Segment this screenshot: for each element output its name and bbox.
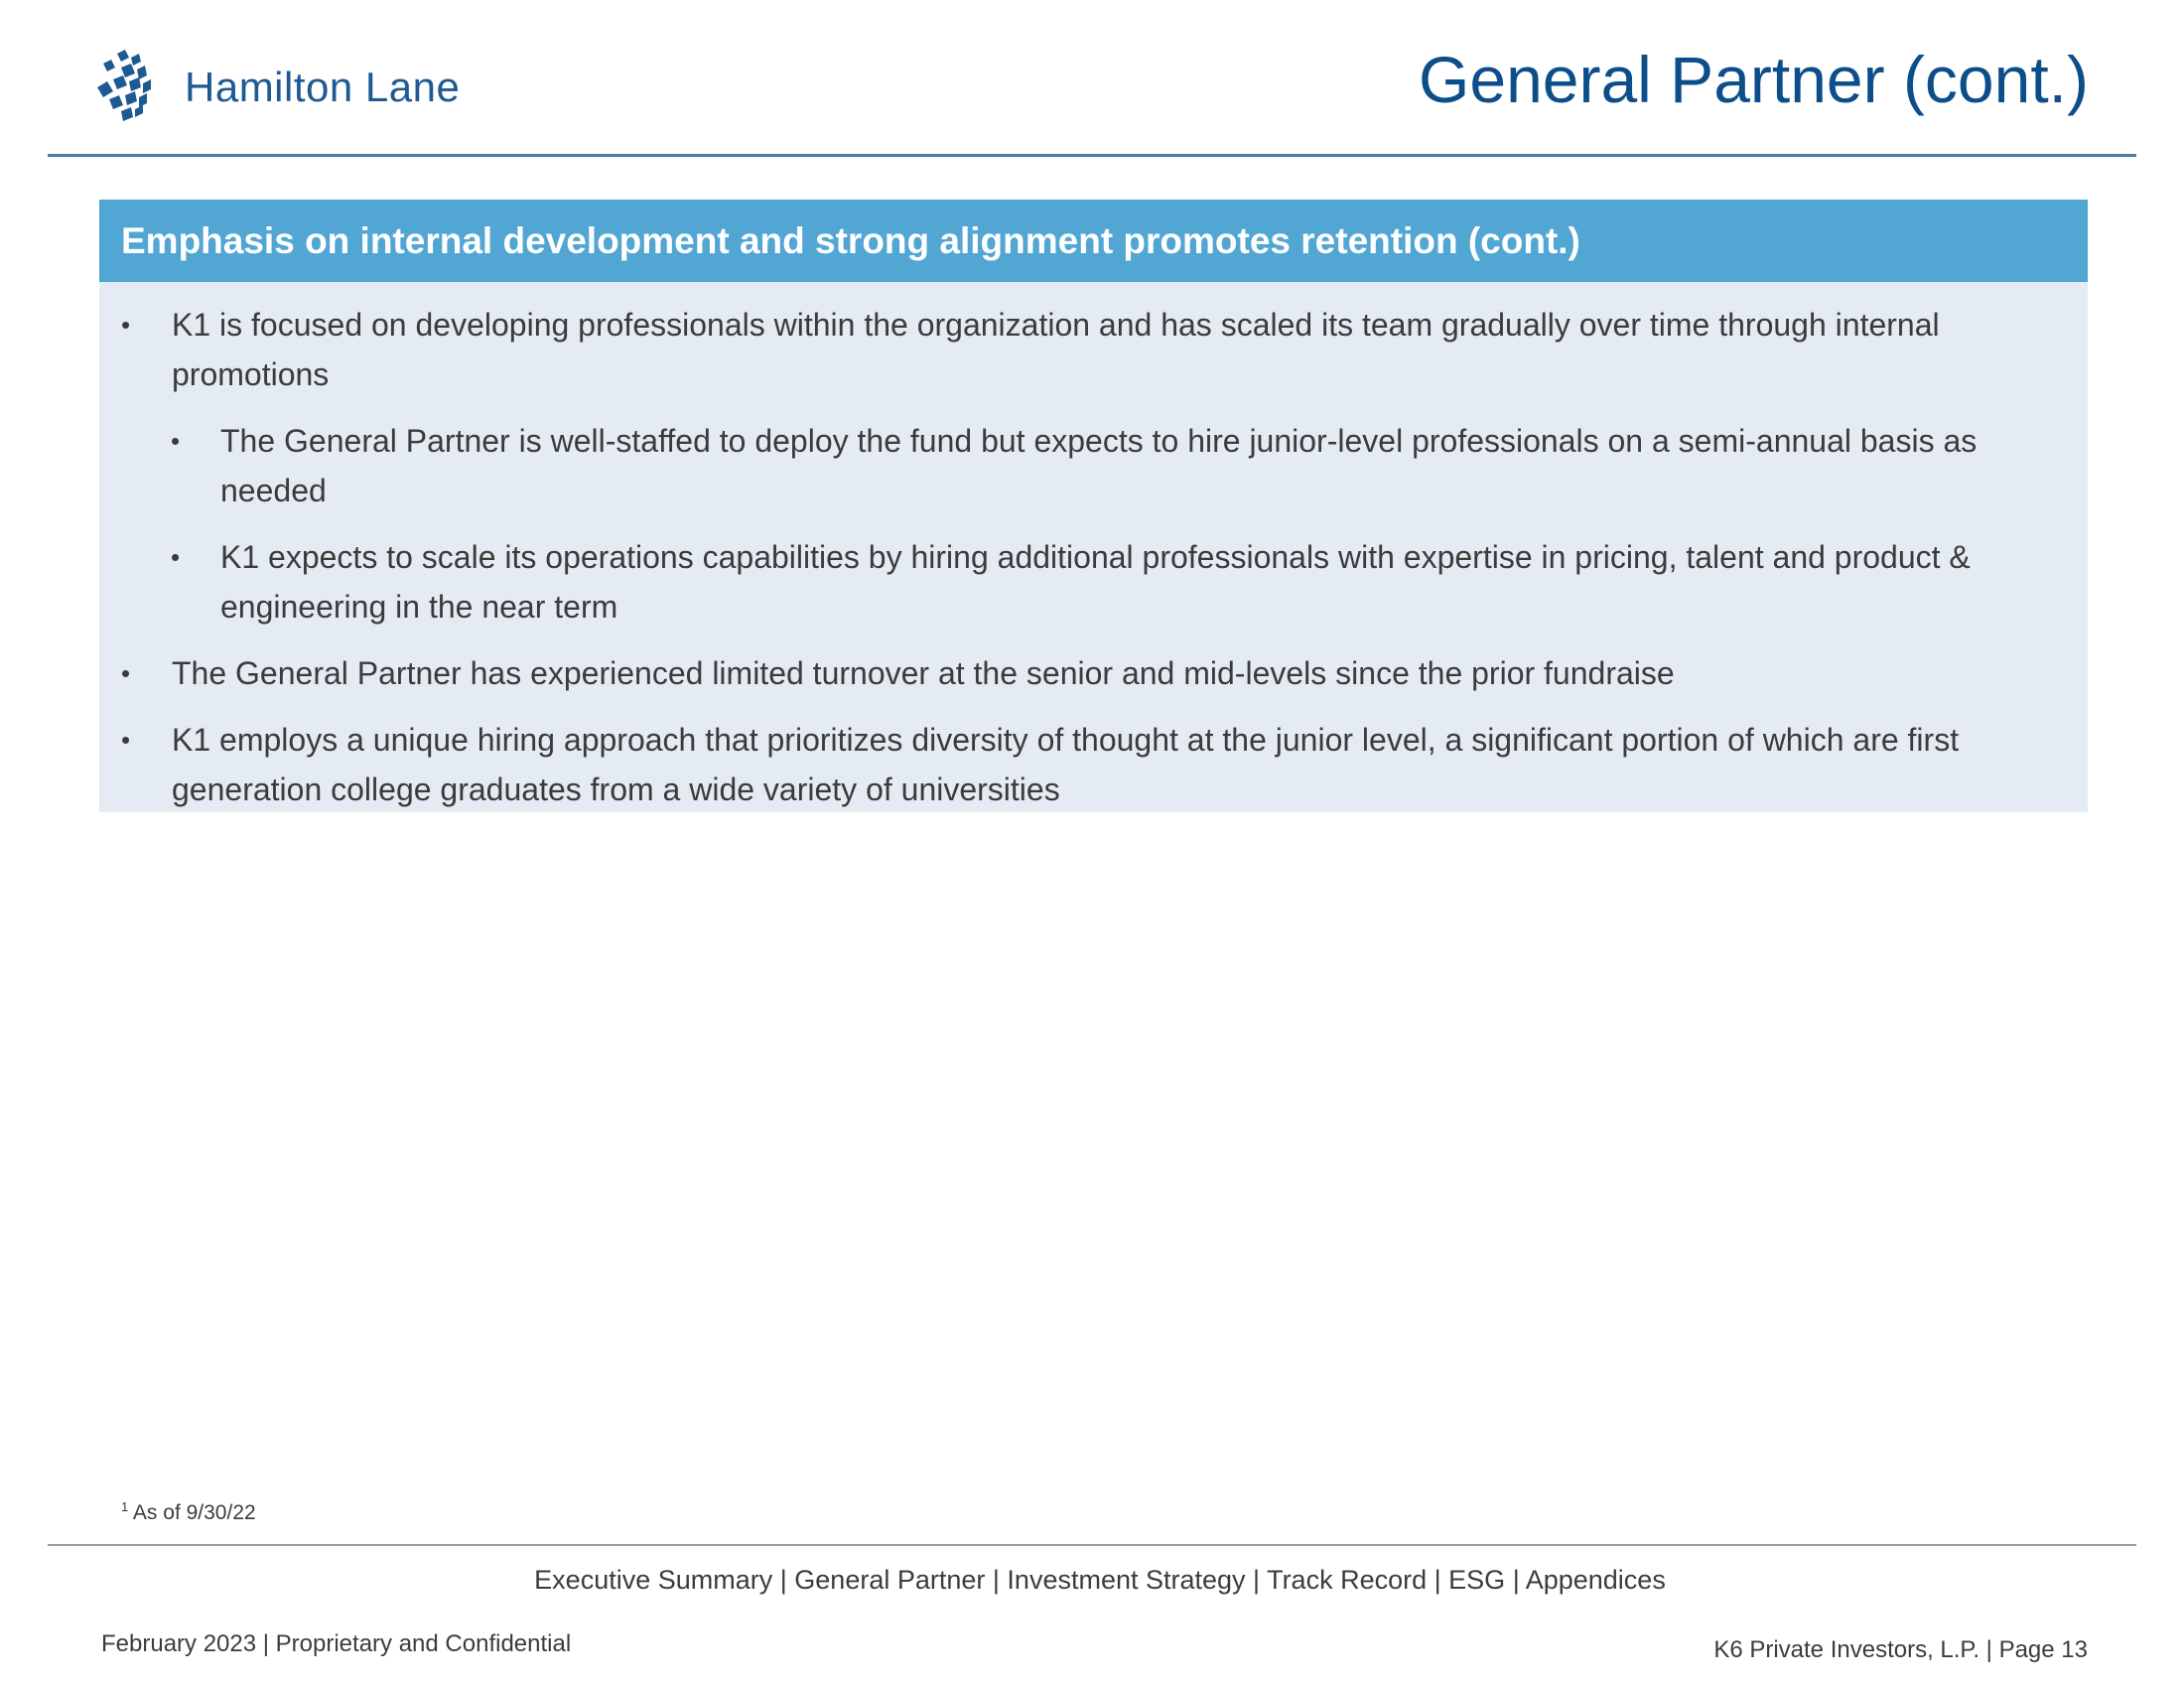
page-title: General Partner (cont.)	[1419, 43, 2089, 116]
nav-appendices[interactable]: Appendices	[1525, 1565, 1666, 1595]
nav-separator: |	[1505, 1565, 1526, 1595]
bullet-item	[99, 300, 2058, 399]
panel-heading: Emphasis on internal development and strong alignment promotes retention (cont.)	[99, 200, 2088, 282]
bullet-marker: •	[121, 310, 131, 340]
hamilton-lane-logo	[95, 48, 460, 127]
bullet-marker: •	[121, 658, 131, 688]
bullet-text: The General Partner is well-staffed to deploy the fund but expects to hire junior-level professionals on a semi-annual basis as needed	[220, 423, 1978, 508]
footer-divider	[48, 1544, 2136, 1546]
bullet-list	[99, 282, 2088, 814]
bullet-text: K1 expects to scale its operations capabilities by hiring additional professionals with expertise in pricing, talent and product & engineering in the near term	[220, 539, 1971, 625]
sub-bullet-item	[99, 532, 2058, 632]
header-divider	[48, 154, 2136, 157]
sub-bullet-item	[99, 416, 2058, 515]
nav-separator: |	[772, 1565, 795, 1595]
section-nav	[0, 1565, 2184, 1596]
bullet-item	[99, 648, 2058, 698]
footnote	[121, 1499, 256, 1525]
nav-esg[interactable]: ESG	[1448, 1565, 1506, 1595]
hamilton-lane-logo-icon	[95, 50, 171, 125]
bullet-text: The General Partner has experienced limited turnover at the senior and mid-levels since the prior fundraise	[172, 655, 1675, 691]
bullet-marker: •	[121, 725, 131, 755]
footnote-text: As of 9/30/22	[132, 1501, 256, 1524]
logo-wordmark: Hamilton Lane	[185, 64, 461, 110]
nav-separator: |	[1245, 1565, 1268, 1595]
footer-date-confidential: February 2023 | Proprietary and Confidential	[101, 1630, 572, 1657]
nav-separator: |	[1427, 1565, 1449, 1595]
nav-track-record[interactable]: Track Record	[1267, 1565, 1428, 1595]
nav-investment-strategy[interactable]: Investment Strategy	[1007, 1565, 1246, 1595]
footer-page-number: K6 Private Investors, L.P. | Page 13	[1713, 1636, 2088, 1663]
bullet-text: K1 is focused on developing professionals within the organization and has scaled its team gradually over time through internal promotions	[172, 307, 1940, 392]
bullet-marker: •	[171, 542, 181, 572]
bullet-item	[99, 715, 2058, 814]
footnote-marker: 1	[121, 1499, 129, 1514]
bullet-marker: •	[171, 426, 181, 456]
nav-separator: |	[985, 1565, 1008, 1595]
nav-executive-summary[interactable]: Executive Summary	[534, 1565, 773, 1595]
content-panel	[99, 200, 2088, 812]
nav-general-partner[interactable]: General Partner	[794, 1565, 986, 1595]
bullet-text: K1 employs a unique hiring approach that prioritizes diversity of thought at the junior level, a significant portion of which are first generation college graduates from a wide variety of universities	[172, 722, 1960, 807]
